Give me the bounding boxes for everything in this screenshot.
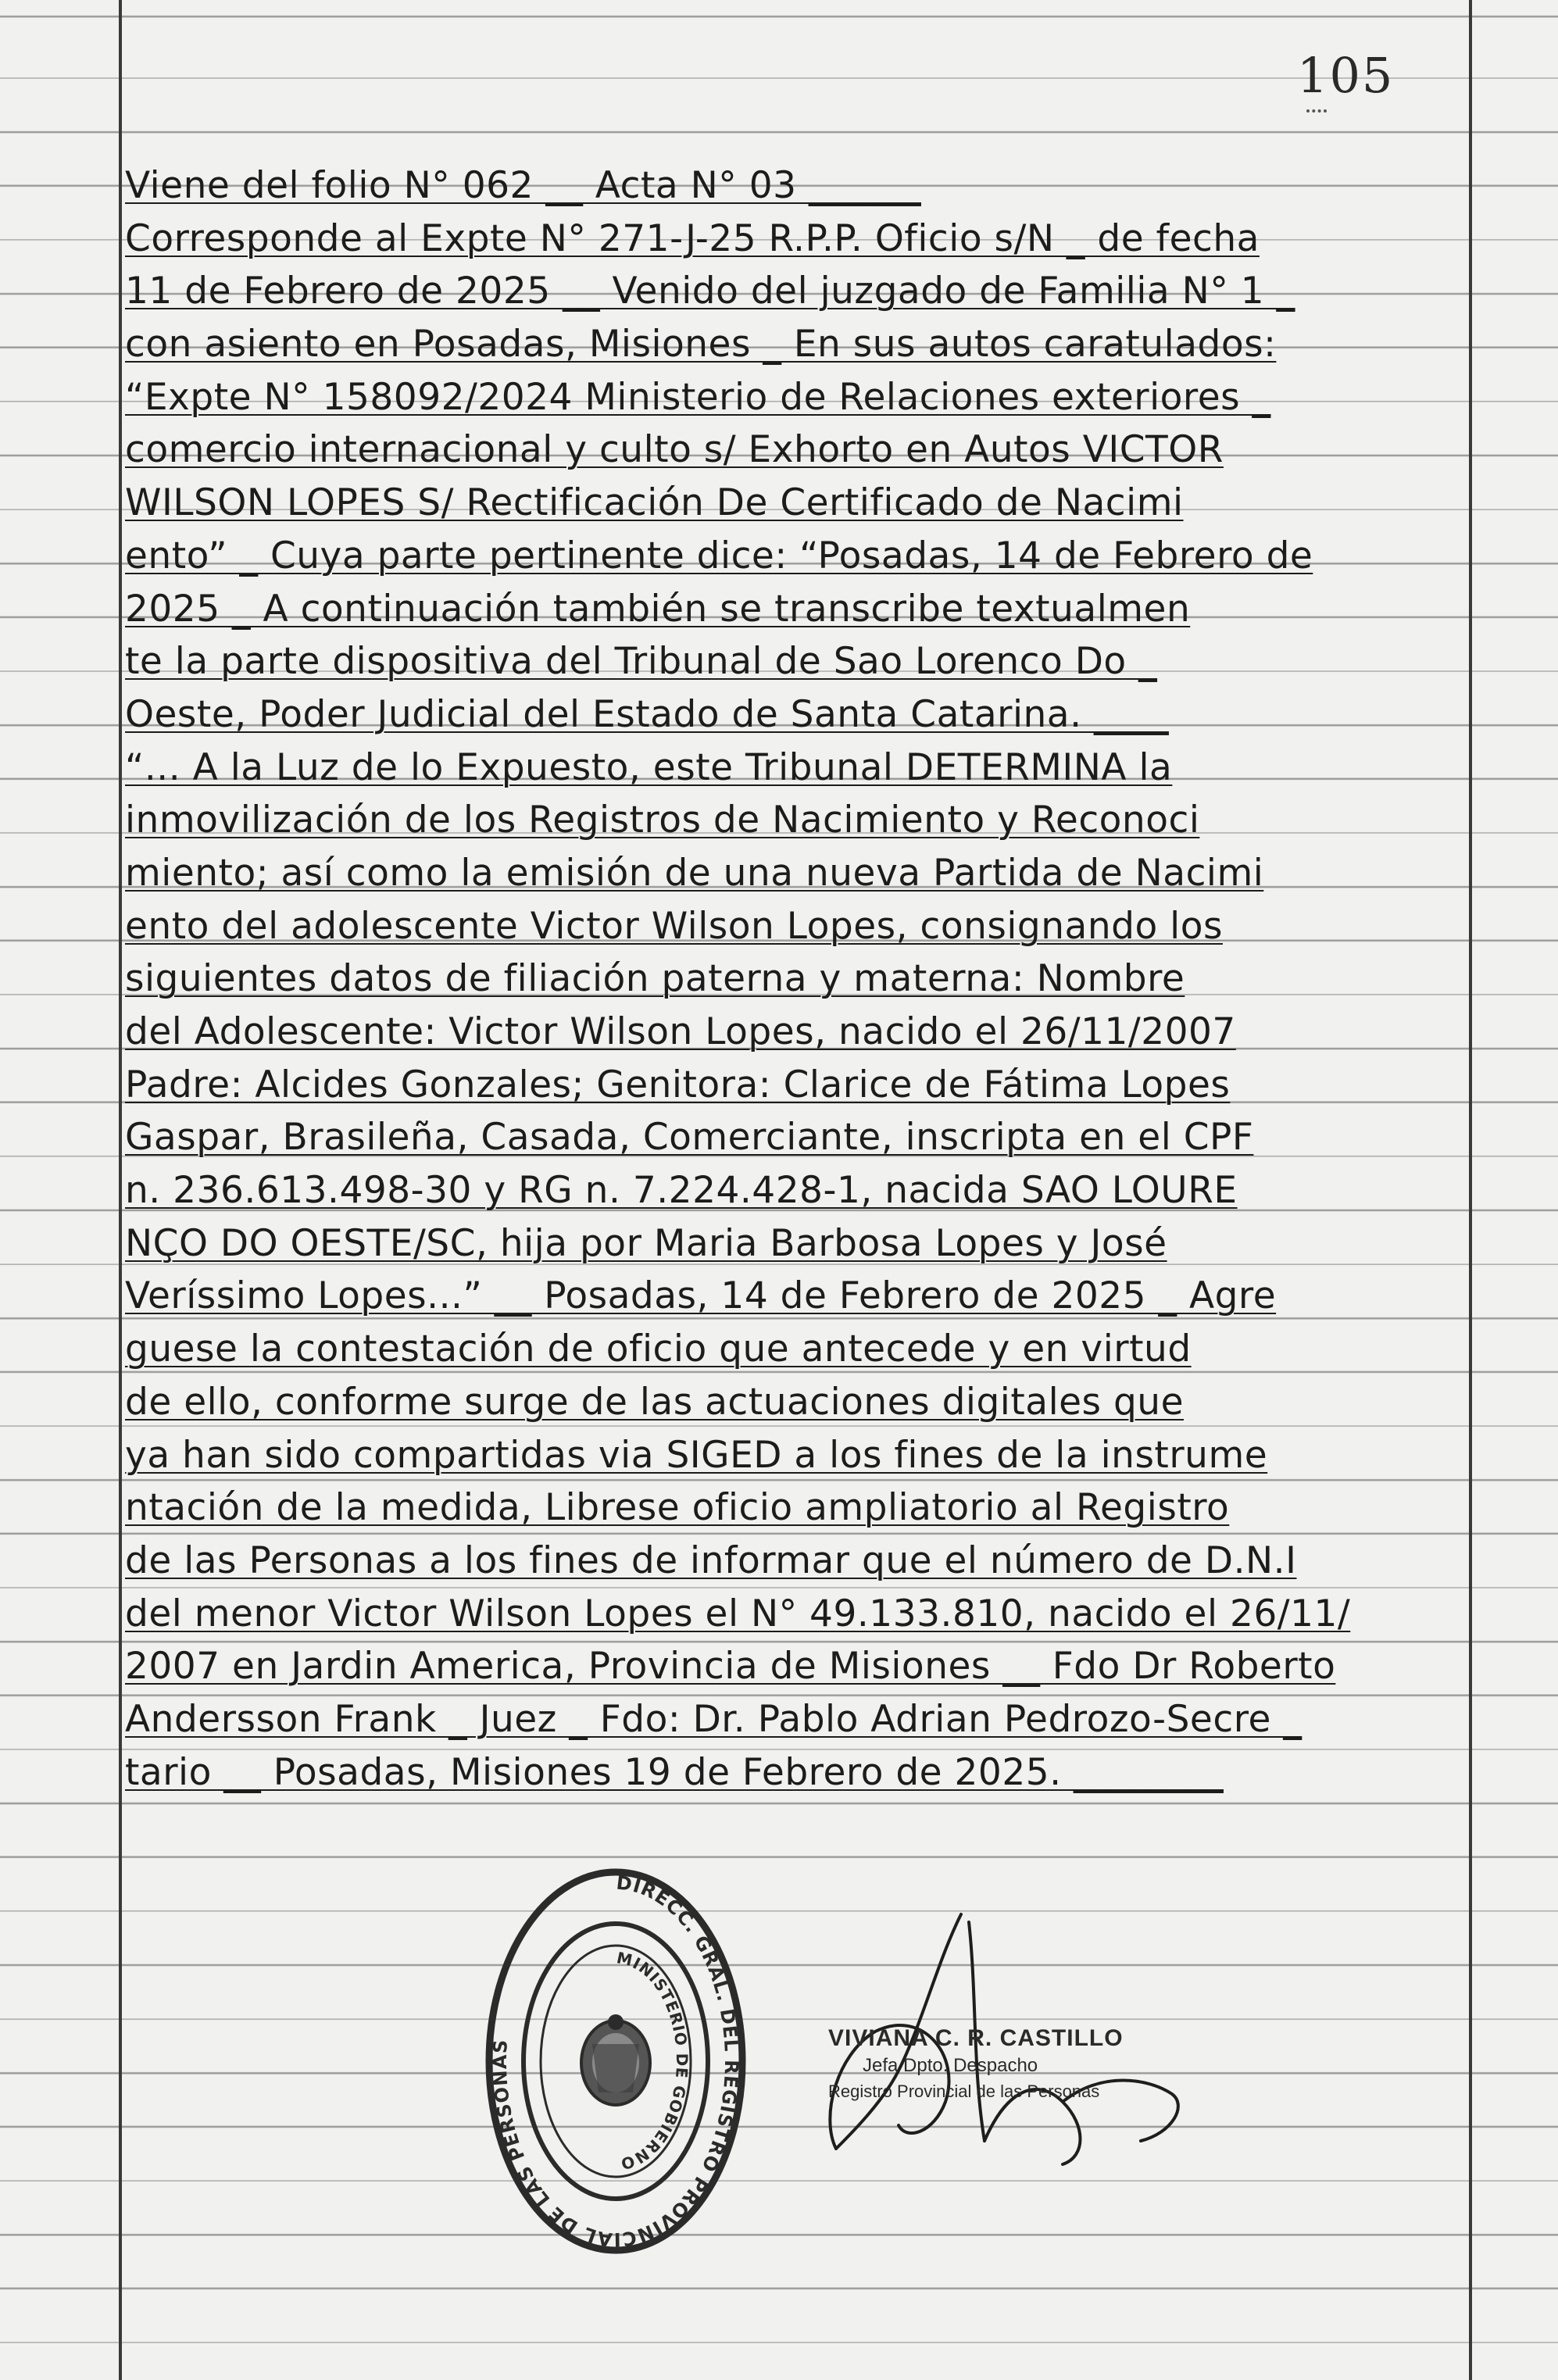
text-line: 2007 en Jardin America, Provincia de Misiones __ Fdo Dr Roberto (125, 1645, 1336, 1689)
handwritten-text-body (125, 161, 1465, 1800)
signatory-organization: Registro Provincial de las Personas (828, 2082, 1100, 2101)
text-line: comercio internacional y culto s/ Exhorto en Autos VICTOR (125, 428, 1224, 472)
official-stamp (483, 1866, 749, 2257)
text-line: de ello, conforme surge de las actuaciones digitales que (125, 1380, 1185, 1424)
text-line: Oeste, Poder Judicial del Estado de Santa Catarina. ____ (125, 692, 1169, 736)
text-line: n. 236.613.498-30 y RG n. 7.224.428-1, nacida SAO LOURE (125, 1169, 1238, 1213)
text-line: Corresponde al Expte N° 271-J-25 R.P.P. Oficio s/N _ de fecha (125, 216, 1260, 260)
stamp-outer-text: DIRECC. GRAL. DEL REGISTRO PROVINCIAL DE LAS PERSONAS (488, 1871, 743, 2251)
text-line: te la parte dispositiva del Tribunal de Sao Lorenco Do _ (125, 640, 1158, 684)
right-margin-line (1469, 0, 1472, 2380)
text-line: miento; así como la emisión de una nueva Partida de Nacimi (125, 851, 1264, 895)
text-line: NÇO DO OESTE/SC, hija por Maria Barbosa Lopes y José (125, 1221, 1167, 1265)
text-line: ntación de la medida, Librese oficio ampliatorio al Registro (125, 1486, 1230, 1530)
text-line: tario __ Posadas, Misiones 19 de Febrero de 2025. ________ (125, 1750, 1224, 1794)
text-line: del menor Victor Wilson Lopes el N° 49.133.810, nacido el 26/11/ (125, 1592, 1351, 1635)
text-line: guese la contestación de oficio que antecede y en virtud (125, 1328, 1192, 1371)
text-line: de las Personas a los fines de informar que el número de D.N.I (125, 1538, 1297, 1582)
text-line: “... A la Luz de lo Expuesto, este Tribunal DETERMINA la (125, 745, 1173, 789)
folio-mark (1306, 109, 1327, 116)
text-line: Gaspar, Brasileña, Casada, Comerciante, inscripta en el CPF (125, 1116, 1254, 1160)
text-line: Andersson Frank _ Juez _ Fdo: Dr. Pablo Adrian Pedrozo-Secre _ (125, 1697, 1303, 1741)
signature-stamp-text (828, 2025, 1172, 2102)
text-line: 2025 _ A continuación también se transcribe textualmen (125, 587, 1191, 631)
text-line: WILSON LOPES S/ Rectificación De Certificado de Nacimi (125, 481, 1184, 525)
text-line: del Adolescente: Victor Wilson Lopes, nacido el 26/11/2007 (125, 1010, 1236, 1053)
text-line: Viene del folio N° 062 __ Acta N° 03 ______ (125, 164, 921, 207)
coat-of-arms-icon (581, 2014, 650, 2105)
text-line: inmovilización de los Registros de Nacimiento y Reconoci (125, 799, 1200, 842)
signatory-name: VIVIANA C. R. CASTILLO (828, 2025, 1124, 2051)
text-line: 11 de Febrero de 2025 __ Venido del juzgado de Familia N° 1 _ (125, 270, 1295, 313)
text-line: siguientes datos de filiación paterna y materna: Nombre (125, 957, 1185, 1001)
text-line: ya han sido compartidas via SIGED a los fines de la instrume (125, 1433, 1268, 1477)
left-margin-line (119, 0, 122, 2380)
text-line: con asiento en Posadas, Misiones _ En sus autos caratulados: (125, 323, 1277, 366)
text-line: ento” _ Cuya parte pertinente dice: “Posadas, 14 de Febrero de (125, 534, 1313, 577)
stamp-inner-text: MINISTERIO DE GOBIERNO (615, 1948, 692, 2174)
text-line: Padre: Alcides Gonzales; Genitora: Clarice de Fátima Lopes (125, 1063, 1231, 1106)
folio-number: 105 (1297, 47, 1395, 104)
text-line: ento del adolescente Victor Wilson Lopes, consignando los (125, 904, 1223, 948)
text-line: Veríssimo Lopes...” __ Posadas, 14 de Febrero de 2025 _ Agre (125, 1274, 1277, 1318)
text-line: “Expte N° 158092/2024 Ministerio de Relaciones exteriores _ (125, 375, 1271, 419)
signatory-role: Jefa Dpto. Despacho (863, 2055, 1038, 2076)
